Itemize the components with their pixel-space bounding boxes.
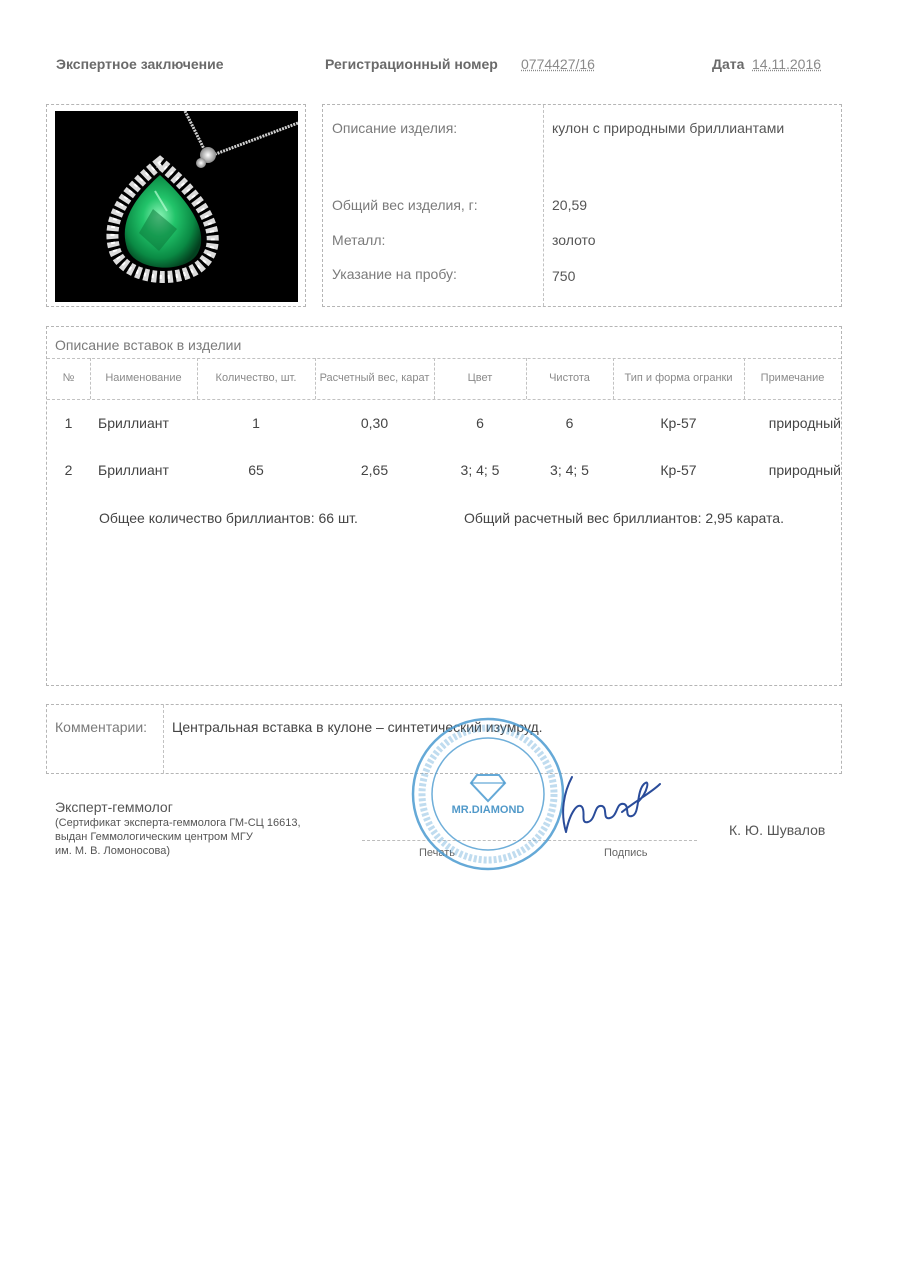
assay-label: Указание на пробу: (332, 266, 457, 282)
inserts-title: Описание вставок в изделии (55, 337, 242, 353)
cell-cut: Кр-57 (660, 462, 697, 478)
comments-label: Комментарии: (55, 719, 148, 735)
col-color: Цвет (467, 372, 493, 384)
date-value: 14.11.2016 (752, 56, 822, 72)
cert-line-3: им. М. В. Ломоносова) (55, 845, 170, 857)
date-label: Дата (712, 56, 745, 72)
weight-value: 20,59 (552, 197, 588, 213)
company-stamp (409, 715, 567, 873)
cell-quantity: 65 (248, 462, 264, 478)
comments-text: Центральная вставка в кулоне – синтетический изумруд. (172, 719, 543, 735)
pendant-image (55, 111, 298, 302)
col-number: № (62, 372, 75, 384)
description-label: Описание изделия: (332, 120, 458, 136)
total-weight: Общий расчетный вес бриллиантов: 2,95 карата. (464, 510, 784, 526)
reg-number-label: Регистрационный номер (325, 56, 498, 72)
product-photo (55, 111, 298, 302)
cell-name: Бриллиант (98, 462, 169, 478)
cell-number: 1 (64, 415, 73, 431)
cell-weight: 2,65 (360, 462, 389, 478)
expert-title: Эксперт-геммолог (55, 799, 173, 815)
col-quantity: Количество, шт. (215, 372, 297, 384)
metal-label: Металл: (332, 232, 386, 248)
cell-cut: Кр-57 (660, 415, 697, 431)
expert-name: К. Ю. Шувалов (729, 822, 826, 838)
document-title: Экспертное заключение (56, 56, 224, 72)
item-description-box (322, 104, 842, 307)
cert-line-1: (Сертификат эксперта-геммолога ГМ-СЦ 16613, (55, 817, 301, 829)
signature-caption: Подпись (604, 847, 648, 859)
cell-clarity: 3; 4; 5 (550, 462, 589, 478)
weight-label: Общий вес изделия, г: (332, 197, 478, 213)
reg-number-value: 0774427/16 (521, 56, 595, 72)
description-value: кулон с природными бриллиантами (552, 120, 785, 136)
cell-name: Бриллиант (98, 415, 169, 431)
cell-color: 6 (476, 415, 484, 431)
cert-line-2: выдан Геммологическим центром МГУ (55, 831, 253, 843)
col-weight: Расчетный вес, карат (319, 372, 430, 384)
table-row (47, 462, 841, 482)
table-row (47, 415, 841, 435)
cell-number: 2 (64, 462, 73, 478)
cell-clarity: 6 (565, 415, 574, 431)
cell-weight: 0,30 (360, 415, 389, 431)
cell-note: природный (768, 415, 841, 431)
expert-certificate (55, 816, 301, 858)
col-clarity: Чистота (549, 372, 590, 384)
inserts-box (46, 326, 842, 686)
stamp-brand: MR.DIAMOND (451, 804, 525, 816)
metal-value: золото (552, 232, 596, 248)
assay-value: 750 (552, 268, 576, 284)
handwritten-signature (552, 762, 662, 842)
col-note: Примечание (760, 372, 825, 384)
cell-color: 3; 4; 5 (460, 462, 500, 478)
stamp-caption: Печать (419, 847, 456, 859)
cell-note: природный (768, 462, 841, 478)
photo-frame (46, 104, 306, 307)
cell-quantity: 1 (252, 415, 260, 431)
total-count: Общее количество бриллиантов: 66 шт. (99, 510, 358, 526)
col-name: Наименование (105, 372, 182, 384)
inserts-header-row (47, 358, 841, 399)
col-cut: Тип и форма огранки (624, 372, 733, 384)
